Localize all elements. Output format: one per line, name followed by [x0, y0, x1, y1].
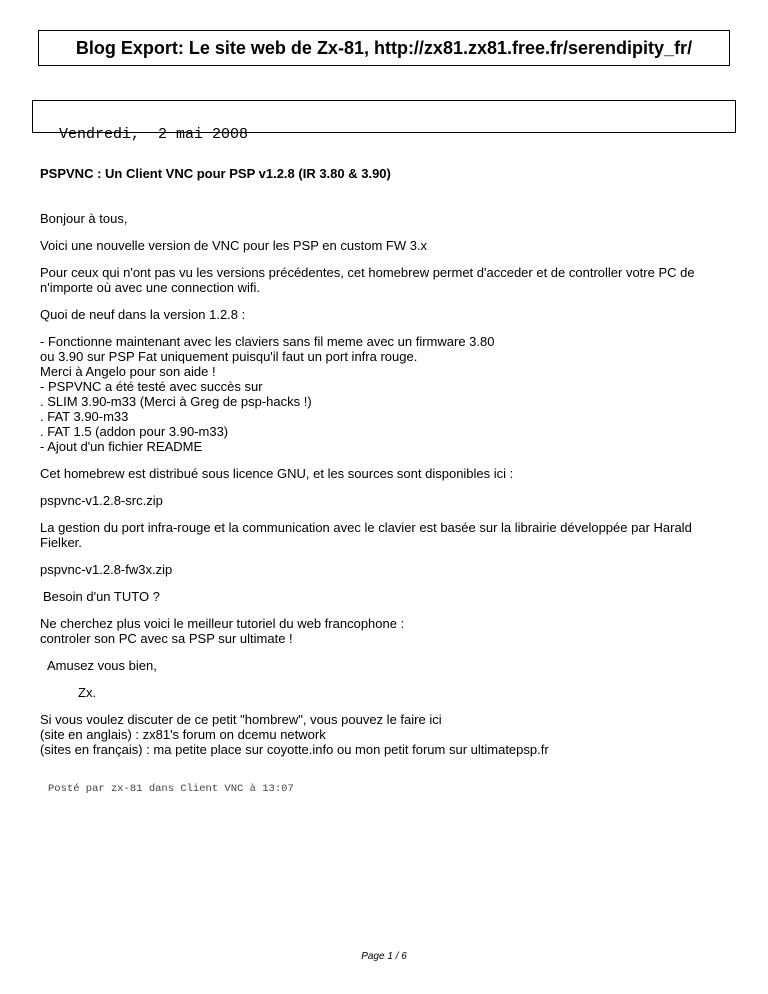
text-line: Fielker.	[40, 535, 82, 550]
changelog	[40, 334, 730, 454]
signature: Zx.	[78, 685, 97, 700]
text-line: Pour ceux qui n'ont pas vu les versions précédentes, cet homebrew permet d'acceder et de controller votre PC de	[40, 265, 695, 280]
changelog-line: - Fonctionne maintenant avec les claviers sans fil meme avec un firmware 3.80	[40, 334, 495, 349]
changelog-line: . FAT 1.5 (addon pour 3.90-m33)	[40, 424, 229, 439]
text-line: n'importe où avec une connection wifi.	[40, 280, 260, 295]
tuto-question: Besoin d'un TUTO ?	[43, 589, 160, 604]
tutorial-link[interactable]: controler son PC avec sa PSP sur ultimate !	[40, 631, 293, 646]
closing: Amusez vous bien,	[47, 658, 157, 673]
discussion-block	[40, 712, 730, 757]
text-line: La gestion du port infra-rouge et la communication avec le clavier est basée sur la librairie développée par Harald	[40, 520, 692, 535]
changelog-line: . FAT 3.90-m33	[40, 409, 129, 424]
changelog-line: . SLIM 3.90-m33 (Merci à Greg de psp-hacks !)	[40, 394, 312, 409]
ir-credit	[40, 520, 730, 550]
intro: Voici une nouvelle version de VNC pour les PSP en custom FW 3.x	[40, 238, 428, 253]
forum-link-line[interactable]: (sites en français) : ma petite place sur coyotte.info ou mon petit forum sur ultimatepsp.fr	[40, 742, 549, 757]
changelog-line: Merci à Angelo pour son aide !	[40, 364, 216, 379]
source-download-link[interactable]: pspvnc-v1.2.8-src.zip	[40, 493, 163, 508]
export-title: Blog Export: Le site web de Zx-81, http://zx81.zx81.free.fr/serendipity_fr/	[75, 37, 693, 58]
text-line: Ne cherchez plus voici le meilleur tutoriel du web francophone :	[40, 616, 405, 631]
post-title: PSPVNC : Un Client VNC pour PSP v1.2.8 (IR 3.80 & 3.90)	[40, 166, 391, 181]
post-date: Vendredi, 2 mai 2008	[59, 126, 249, 143]
export-header	[38, 30, 730, 66]
tuto-block	[40, 616, 730, 646]
license-text: Cet homebrew est distribué sous licence GNU, et les sources sont disponibles ici :	[40, 466, 514, 481]
forum-link-line[interactable]: (site en anglais) : zx81's forum on dcemu network	[40, 727, 326, 742]
post-content	[40, 166, 730, 797]
date-box	[32, 100, 736, 143]
description	[40, 265, 730, 295]
binary-download-link[interactable]: pspvnc-v1.2.8-fw3x.zip	[40, 562, 173, 577]
greeting: Bonjour à tous,	[40, 211, 128, 226]
post-footer: Posté par zx-81 dans Client VNC à 13:07	[48, 783, 294, 795]
changelog-line: - PSPVNC a été testé avec succès sur	[40, 379, 263, 394]
changelog-line: - Ajout d'un fichier README	[40, 439, 203, 454]
whatsnew-heading: Quoi de neuf dans la version 1.2.8 :	[40, 307, 246, 322]
changelog-line: ou 3.90 sur PSP Fat uniquement puisqu'il faut un port infra rouge.	[40, 349, 418, 364]
text-line: Si vous voulez discuter de ce petit "hombrew", vous pouvez le faire ici	[40, 712, 442, 727]
page-number: Page 1 / 6	[361, 951, 407, 962]
